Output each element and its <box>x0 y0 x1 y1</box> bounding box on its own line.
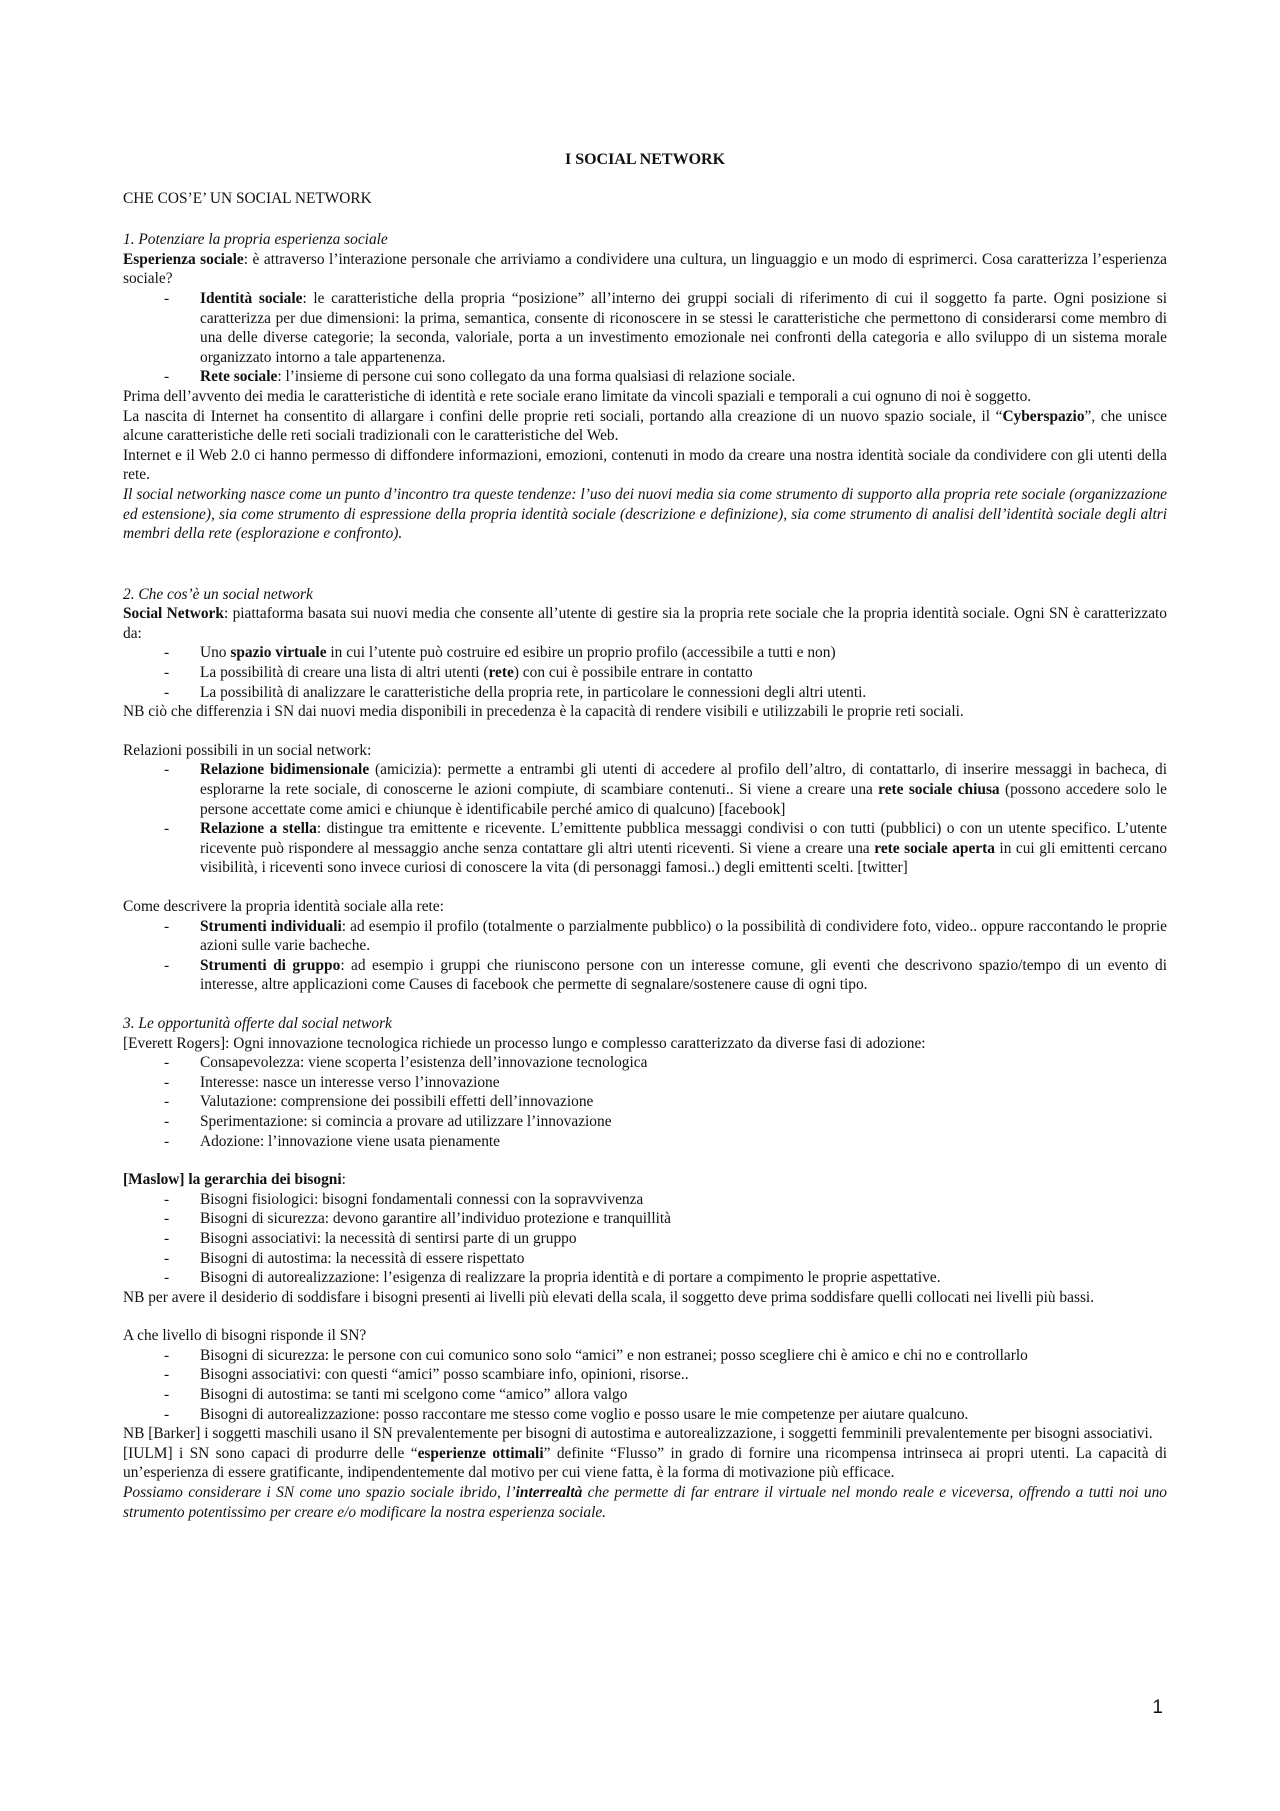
s1-paragraph-esperienza <box>123 250 1167 289</box>
s3-barker: NB [Barker] i soggetti maschili usano il SN prevalentemente per bisogni di autostima e autorealizzazione, i soggetti femminili prevalentemente per bisogni associativi. <box>123 1425 1153 1443</box>
s2-list-relations <box>123 760 1167 878</box>
term-rete-sociale-chiusa: rete sociale chiusa <box>878 781 1000 799</box>
list-item: - Bisogni di autostima: se tanti mi scelgono come “amico” allora valgo <box>123 1385 1167 1405</box>
list-item <box>123 663 1167 683</box>
spacer <box>123 995 1167 1014</box>
s3-iulm-a: [IULM] i SN sono capaci di produrre delle “ <box>123 1444 418 1462</box>
document-page <box>123 150 1167 1522</box>
s1-p3-a: La nascita di Internet ha consentito di allargare i confini delle proprie reti sociali, portando alla creazione di un nuovo spazio sociale, il “ <box>123 407 1003 425</box>
s2-b2-b: ) con cui è possibile entrare in contatto <box>513 664 753 682</box>
s1-paragraph-4: Internet e il Web 2.0 ci hanno permesso di diffondere informazioni, emozioni, contenuti in modo da creare una nostra identità sociale da condividere con gli utenti della rete. <box>123 446 1167 484</box>
s1-paragraph-3 <box>123 407 1167 446</box>
spacer <box>123 1307 1167 1326</box>
s2-nb: NB ciò che differenzia i SN dai nuovi media disponibili in precedenza è la capacità di rendere visibili e utilizzabili le proprie reti sociali. <box>123 703 964 721</box>
list-item: - Bisogni associativi: la necessità di sentirsi parte di un gruppo <box>123 1229 1167 1249</box>
list-item: - Bisogni di sicurezza: devono garantire all’individuo protezione e tranquillità <box>123 1209 1167 1229</box>
s1-b1-text: : le caratteristiche della propria “posizione” all’interno dei gruppi sociali di riferimento di cui il soggetto fa parte. Ogni posizione si caratterizza per due dimensioni: la prima, semantica, consente di riconoscere in se stessi le caratteristiche che permettono di considerarsi come membro di una delle diverse categorie; la seconda, valoriale, porta a un investimento emozionale nei confronti della categoria e allo sviluppo di un sistema morale organizzato intorno a tale appartenenza. <box>200 289 1167 366</box>
term-rete: rete <box>488 664 514 682</box>
section-1-heading: 1. Potenziare la propria esperienza sociale <box>123 231 388 249</box>
spacer <box>123 722 1167 741</box>
page-number: 1 <box>1152 1697 1163 1718</box>
s2-b2-a: La possibilità di creare una lista di altri utenti ( <box>200 664 489 682</box>
list-item: - Bisogni di autostima: la necessità di essere rispettato <box>123 1249 1167 1269</box>
term-cyberspazio: Cyberspazio <box>1002 407 1085 425</box>
s3-list-needs <box>123 1190 1167 1288</box>
s3-final-b: che permette di far entrare il virtuale nel mondo reale e viceversa, offrendo a tutti noi uno strumento potentissimo per creare e/o modificare la nostra esperienza sociale. <box>123 1484 1167 1521</box>
list-item: - Sperimentazione: si comincia a provare ad utilizzare l’innovazione <box>123 1112 1167 1132</box>
section-3-heading: 3. Le opportunità offerte dal social network <box>123 1014 392 1032</box>
term-identita-sociale: Identità sociale <box>200 289 303 307</box>
s3-nb-maslow: NB per avere il desiderio di soddisfare i bisogni presenti ai livelli più elevati della scala, il soggetto deve prima soddisfare quelli collocati nei livelli più bassi. <box>123 1288 1095 1306</box>
term-interrealta: interrealtà <box>515 1484 583 1502</box>
s2-list-features <box>123 643 1167 702</box>
list-item: - Bisogni di autorealizzazione: l’esigenza di realizzare la propria identità e di portare a compimento le proprie aspettative. <box>123 1268 1167 1288</box>
s3-iulm-b: ” definite “Flusso” in grado di fornire una ricompensa intrinseca ai propri utenti. La capacità di un’esperienza di essere gratificante, indipendentemente dal motivo per cui viene fatta, è la forma di motivazione più efficace. <box>123 1444 1167 1482</box>
term-esperienza-sociale: Esperienza sociale <box>123 250 244 268</box>
list-item: - Bisogni di sicurezza: le persone con cui comunico sono solo “amici” e non estranei; posso scegliere chi è amico e chi no e controllarlo <box>123 1346 1167 1366</box>
list-item <box>123 643 1167 663</box>
term-relazione-bidimensionale: Relazione bidimensionale <box>200 761 370 779</box>
s2-d2-text: : ad esempio i gruppi che riuniscono persone con un interesse comune, gli eventi che descrivono spazio/tempo di un evento di interesse, altre applicazioni come Causes di facebook che permette di segnalare/sostenere cause di ogni tipo. <box>200 956 1167 994</box>
s1-list <box>123 289 1167 387</box>
s1-b2-text: : l’insieme di persone cui sono collegato da una forma qualsiasi di relazione sociale. <box>277 368 796 386</box>
s3-iulm <box>123 1444 1167 1483</box>
term-rete-sociale-aperta: rete sociale aperta <box>874 839 995 857</box>
s2-paragraph-1 <box>123 604 1167 643</box>
s2-p1-text: : piattaforma basata sui nuovi media che consente all’utente di gestire sia la propria rete sociale che la propria identità sociale. Ogni SN è caratterizzato da: <box>123 605 1167 642</box>
s2-d1-text: : ad esempio il profilo (totalmente o parzialmente pubblico) o la possibilità di condividere foto, video.. oppure raccontando le proprie azioni sulle varie bacheche. <box>200 917 1168 955</box>
term-social-network: Social Network <box>123 605 224 623</box>
list-item <box>123 956 1167 995</box>
s1-p3-b: ”, che unisce alcune caratteristiche delle reti sociali tradizionali con le caratteristiche del Web. <box>123 407 1167 445</box>
term-rete-sociale: Rete sociale <box>200 368 278 386</box>
list-item <box>123 760 1167 819</box>
s2-b1-b: in cui l’utente può costruire ed esibire un proprio profilo (accessibile a tutti e non) <box>326 644 836 662</box>
s1-paragraph-2: Prima dell’avvento dei media le caratteristiche di identità e rete sociale erano limitate da vincoli spaziali e temporali a cui ognuno di noi è soggetto. <box>123 387 1032 405</box>
list-item: - La possibilità di analizzare le caratteristiche della propria rete, in particolare le connessioni degli altri utenti. <box>123 683 1167 703</box>
term-relazione-a-stella: Relazione a stella <box>200 820 317 838</box>
s2-b1-a: Uno <box>200 644 231 662</box>
term-strumenti-individuali: Strumenti individuali <box>200 917 342 935</box>
page-title: I SOCIAL NETWORK <box>564 151 726 168</box>
s2-r2-a: : distingue tra emittente e ricevente. L’emittente pubblica messaggi condivisi o con tutti (pubblici) o con un utente specifico. L’utente ricevente può rispondere al messaggio anche senza contattare gli altri utenti riceventi. Si viene a creare una <box>200 820 1167 857</box>
s1-paragraph-5: Il social networking nasce come un punto d’incontro tra queste tendenze: l’uso dei nuovi media sia come strumento di supporto alla propria rete sociale (organizzazione ed estensione), sia come strumento di espressione della propria identità sociale (descrizione e definizione), sia come strumento di analisi dell’identità sociale degli altri membri della rete (esplorazione e confronto). <box>123 485 1167 543</box>
s2-r1-a: (amicizia): permette a entrambi gli utenti di accedere al profilo dell’altro, di contattarlo, di inserire messaggi in bacheca, di esplorarne la rete sociale, di conoscerne le azioni compiute, di scambiare contenuti.. Si viene a creare una <box>200 761 1167 799</box>
list-item: - Interesse: nasce un interesse verso l’innovazione <box>123 1073 1167 1093</box>
list-item <box>123 917 1167 956</box>
s3-final-a: Possiamo considerare i SN come uno spazio sociale ibrido, l’ <box>123 1484 516 1502</box>
s3-rogers: [Everett Rogers]: Ogni innovazione tecnologica richiede un processo lungo e complesso caratterizzato da diverse fasi di adozione: <box>123 1034 926 1052</box>
s3-maslow-heading <box>123 1170 1167 1190</box>
s3-list-answers <box>123 1346 1167 1424</box>
spacer <box>123 878 1167 897</box>
s3-question: A che livello di bisogni risponde il SN? <box>123 1327 367 1345</box>
list-item <box>123 819 1167 878</box>
s2-relations-intro: Relazioni possibili in un social network: <box>123 741 372 759</box>
spacer <box>123 544 1167 585</box>
s2-r1-b: (possono accedere solo le persone accettate come amici e chiunque è identificabile perché amico di qualcuno) [facebook] <box>200 781 1168 818</box>
term-esperienze-ottimali: esperienze ottimali <box>417 1444 544 1462</box>
s3-list-phases <box>123 1053 1167 1151</box>
list-item <box>123 289 1167 367</box>
s2-list-tools <box>123 917 1167 995</box>
s3-maslow-colon: : <box>341 1171 346 1189</box>
page-subtitle: CHE COS’E’ UN SOCIAL NETWORK <box>123 189 372 207</box>
list-item: - Bisogni associativi: con questi “amici” posso scambiare info, opinioni, risorse.. <box>123 1365 1167 1385</box>
list-item: - Consapevolezza: viene scoperta l’esistenza dell’innovazione tecnologica <box>123 1053 1167 1073</box>
s1-p1-text: : è attraverso l’interazione personale che arriviamo a condividere una cultura, un linguaggio e un modo di esprimerci. Cosa caratterizza l’esperienza sociale? <box>123 250 1167 288</box>
section-2-heading: 2. Che cos’è un social network <box>123 585 313 603</box>
term-spazio-virtuale: spazio virtuale <box>230 644 327 662</box>
spacer <box>123 1151 1167 1170</box>
list-item: - Bisogni fisiologici: bisogni fondamentali connessi con la sopravvivenza <box>123 1190 1167 1210</box>
list-item: - Bisogni di autorealizzazione: posso raccontare me stesso come voglio e posso usare le mie competenze per aiutare qualcuno. <box>123 1405 1167 1425</box>
list-item: - Valutazione: comprensione dei possibili effetti dell’innovazione <box>123 1092 1167 1112</box>
term-strumenti-di-gruppo: Strumenti di gruppo <box>200 956 341 974</box>
list-item: - Adozione: l’innovazione viene usata pienamente <box>123 1132 1167 1152</box>
s3-final <box>123 1483 1167 1522</box>
s2-r2-b: in cui gli emittenti cercano visibilità, i riceventi sono invece curiosi di conoscere la vita (di personaggi famosi..) degli emittenti scelti. [twitter] <box>200 839 1167 877</box>
list-item <box>123 367 1167 387</box>
s2-describe-intro: Come descrivere la propria identità sociale alla rete: <box>123 898 444 915</box>
term-maslow: [Maslow] la gerarchia dei bisogni <box>123 1171 342 1189</box>
